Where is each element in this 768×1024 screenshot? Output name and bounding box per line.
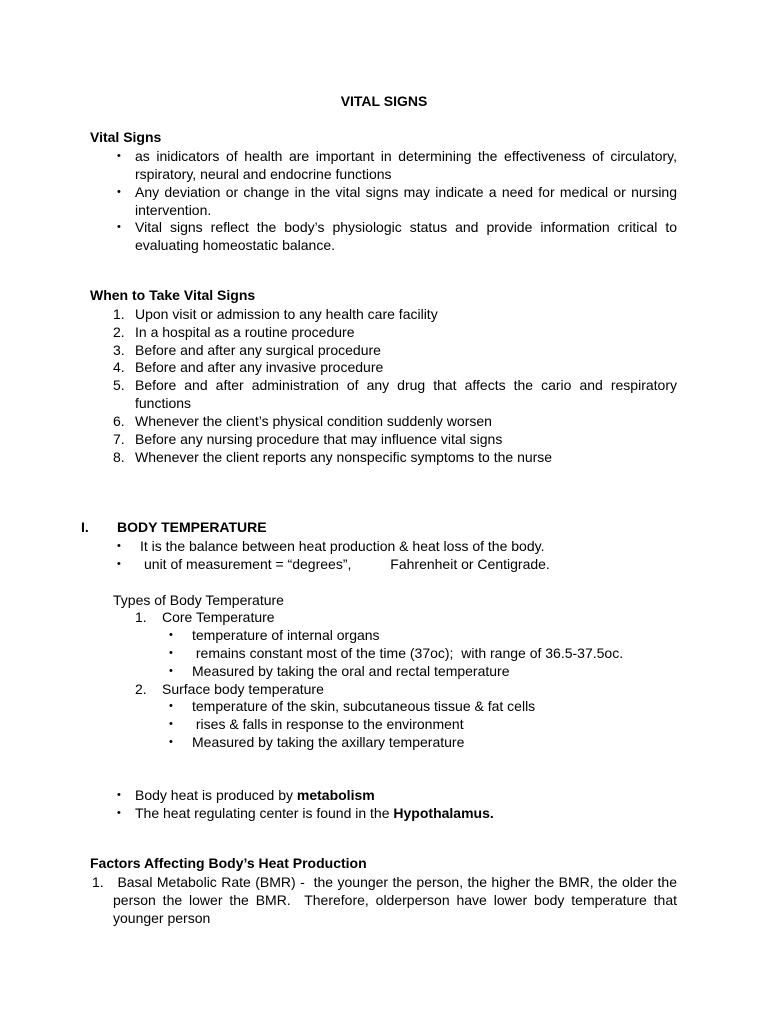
bullet-icon: • <box>117 221 121 233</box>
list-item: Measured by taking the oral and rectal temperature <box>192 663 510 679</box>
bullet-icon: • <box>169 665 173 677</box>
type-label: Surface body temperature <box>162 681 324 697</box>
list-number: 7. <box>113 431 125 447</box>
list-number: 2. <box>135 681 147 697</box>
page-title: VITAL SIGNS <box>340 93 428 109</box>
list-item: Measured by taking the axillary temperature <box>192 734 465 750</box>
bullet-icon: • <box>169 700 173 712</box>
list-number: 6. <box>113 413 125 429</box>
list-number: 4. <box>113 359 125 375</box>
list-number: 1. <box>92 874 104 890</box>
bullet-icon: • <box>117 558 121 570</box>
list-item: Before and after administration of any drug that affects the cario and respiratory functions <box>135 377 677 411</box>
factor-item-1: Basal Metabolic Rate (BMR) - the younger the person, the higher the BMR, the older the person the lower the BMR. Therefore, olderperson have lower body temperature that younger person <box>113 874 681 926</box>
vital-signs-item-1: as inidicators of health are important in determining the effectiveness of circulatory, rspiratory, neural and endocrine functions <box>135 148 677 182</box>
list-item: Whenever the client reports any nonspecific symptoms to the nurse <box>135 449 553 465</box>
bullet-icon: • <box>169 647 173 659</box>
list-number: 2. <box>113 324 125 340</box>
heat-note-text: Body heat is produced by <box>135 787 297 803</box>
type-label: Core Temperature <box>162 609 275 625</box>
list-item: rises & falls in response to the environment <box>192 716 464 732</box>
bullet-icon: • <box>117 150 121 162</box>
list-item: Upon visit or admission to any health care facility <box>135 306 438 322</box>
list-number: 3. <box>113 342 125 358</box>
heat-note-1 <box>135 786 375 804</box>
factors-heading: Factors Affecting Body’s Heat Production <box>90 855 367 871</box>
list-item: remains constant most of the time (37oc); with range of 36.5-37.5oc. <box>192 645 624 661</box>
list-item: Before any nursing procedure that may influence vital signs <box>135 431 503 447</box>
bullet-icon: • <box>117 540 121 552</box>
list-number: 8. <box>113 449 125 465</box>
bullet-icon: • <box>169 718 173 730</box>
heat-note-bold: Hypothalamus. <box>393 805 494 821</box>
list-number: 1. <box>135 609 147 625</box>
types-heading: Types of Body Temperature <box>113 592 284 608</box>
bullet-icon: • <box>117 789 121 801</box>
vital-signs-item-2: Any deviation or change in the vital signs may indicate a need for medical or nursing intervention. <box>135 184 677 218</box>
list-item: temperature of internal organs <box>192 627 380 643</box>
body-temperature-heading: BODY TEMPERATURE <box>117 519 267 535</box>
heat-note-bold: metabolism <box>296 787 375 803</box>
list-item: Before and after any surgical procedure <box>135 342 381 358</box>
heat-note-2 <box>135 804 494 822</box>
bullet-icon: • <box>169 629 173 641</box>
heat-note-text: The heat regulating center is found in the <box>135 805 394 821</box>
bullet-icon: • <box>117 186 121 198</box>
bullet-icon: • <box>169 736 173 748</box>
list-item: temperature of the skin, subcutaneous tissue & fat cells <box>192 698 536 714</box>
section-numeral: I. <box>81 519 89 535</box>
body-temperature-item-2: unit of measurement = “degrees”, Fahrenheit or Centigrade. <box>144 556 550 572</box>
body-temperature-item-1: It is the balance between heat production & heat loss of the body. <box>140 538 545 554</box>
vital-signs-item-3: Vital signs reflect the body’s physiologic status and provide information critical to evaluating homeostatic balance. <box>135 219 677 253</box>
list-item: Before and after any invasive procedure <box>135 359 384 375</box>
list-number: 5. <box>113 377 125 393</box>
list-item: In a hospital as a routine procedure <box>135 324 355 340</box>
vital-signs-heading: Vital Signs <box>90 129 162 145</box>
when-to-take-heading: When to Take Vital Signs <box>90 287 256 303</box>
list-item: Whenever the client’s physical condition suddenly worsen <box>135 413 492 429</box>
list-number: 1. <box>113 306 125 322</box>
bullet-icon: • <box>117 807 121 819</box>
